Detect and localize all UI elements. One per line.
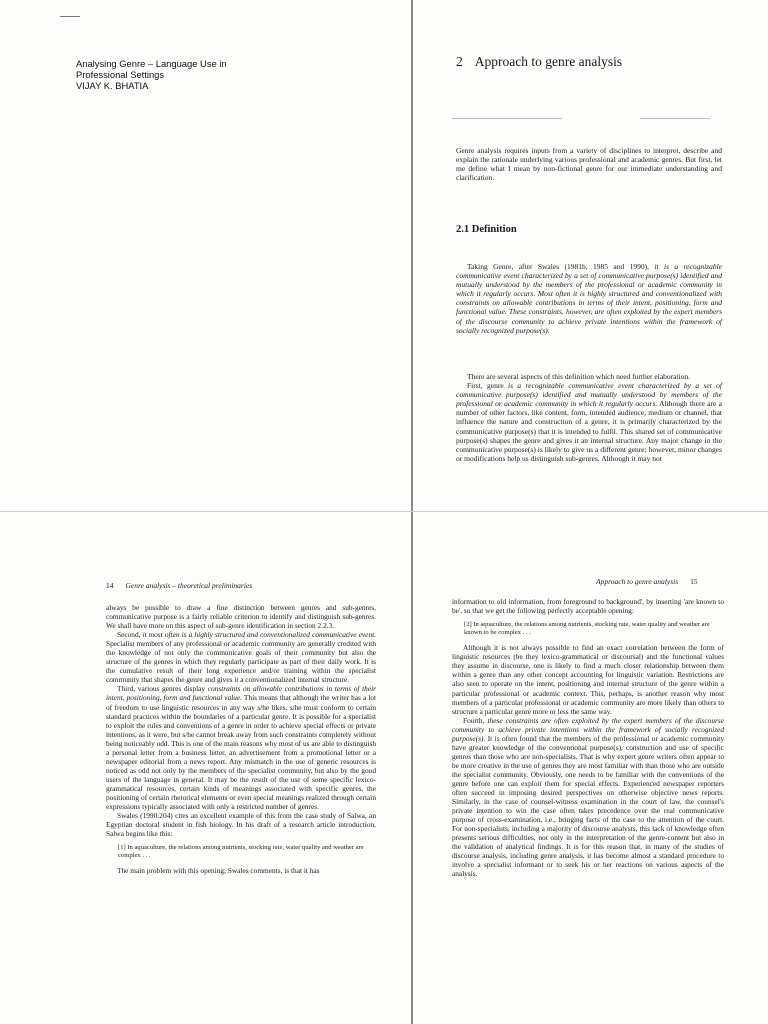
chapter-title xyxy=(456,54,622,70)
page-14-body xyxy=(106,603,376,875)
running-head-15: Approach to genre analysis xyxy=(596,577,679,586)
elaboration-rest: Although there are a number of other factors, like content, form, intended audience, medium or channel, that influence the nature and construction of a genre, it is primarily characterized by the communicative purpose(s) that it is intended to fulfil. This shared set of communicative purpose(s) shapes the genre and gives it an internal structure. Any major change in the communicative purpose(s) is likely to give us a different genre; however, minor changes or modifications help us distinguish sub-genres. Although it may not xyxy=(456,399,722,463)
running-head-left xyxy=(106,581,252,590)
definition-paragraph xyxy=(456,262,722,335)
p14-paragraph-2 xyxy=(106,630,376,684)
p14-example-quote: [1] In aquaculture, the relations among nutrients, stocking rate, water quality and weather are complex . . . xyxy=(118,844,364,860)
p15-example-quote: [2] In aquaculture, the relations among nutrients, stocking rate, water quality and weather are known to be complex . . . xyxy=(464,621,710,637)
p14-p3-italic: constraints on allowable contributions in terms of their intent, positioning, form and functional value. xyxy=(106,684,376,703)
p14-p2-rest: Specialist members of any professional or academic community are generally credited with the knowledge of not only the communicative goals of their community but also the structure of the genres in which they regularly participate as part of their daily work. It is the cumulative result of their long experience and/or training within the specialist community that shapes the genre and gives it a conventionalized internal structure. xyxy=(106,639,376,685)
p15-p3-rest: It is often found that the members of the professional or academic community have greater knowledge of the conventional purpose(s), construction and use of specific genres than those who are non-specialists. That is why expert genre writers often appear to be more creative in the use of genres they are most familiar with than those who are outside the specialist community. Obviously, one needs to be familiar with the conventions of the genre before one can exploit them for special effects. Experienced newspaper reporters often succeed in imposing desired perspectives on otherwise objective news reports. Similarly, in the case of counsel-witness examination in the court of law, the counsel's private intention to win the case often takes precedence over the real communicative purpose of cross-examination, i.e., bringing facts of the case to the attention of the court. For non-specialists, including a majority of discourse analysts, this lack of knowledge often presents serious difficulties, not only in the interpretation of the genre-content but also in the validation of analytical findings. It is for this reason that, in many of the studies of discourse analysis, including genre analysis, it has become almost a standard procedure to involve a specialist informant or to seek his or her reactions on various aspects of the analysis. xyxy=(452,733,724,879)
p14-p2-lead: Second, xyxy=(117,630,143,640)
faint-rule xyxy=(452,118,562,119)
p15-paragraph-3 xyxy=(452,716,724,879)
chapter-title-text: Approach to genre analysis xyxy=(474,54,623,69)
p15-paragraph-2: Although it is not always possible to find an exact correlation between the form of linguistic resources (be they lexico-grammatical or discoursal) and the functional values they assume in discourse, one is likely to find a much closer relationship between them within a genre than any other concept accounting for linguistic variation. Restrictions are also seen to operate on the intent, positioning and internal structure of the genre within a particular professional or academic context. This, perhaps, is another reason why most members of a particular professional or academic community are more likely than others to structure a particular genre more or less the same way. xyxy=(452,643,724,716)
elaboration-paragraph-1: There are several aspects of this definition which need further elaboration. xyxy=(467,372,691,381)
p14-p3-rest: This means that although the writer has a lot of freedom to use linguistic resources in any way s/he likes, s/he must conform to certain standard practices within the boundaries of a particular genre. It is possible for a specialist to exploit the rules and conventions of a genre in order to achieve special effects or private intentions, as it were, but s/he cannot break away from such constraints completely without being noticeably odd. This is one of the main reasons why most of us are able to distinguish a personal letter from a business letter, an advertisement from a promotional letter or a newspaper editorial from a news report. Any mismatch in the use of generic resources is noticed as odd not only by the members of the specialist community, but also by the good users of the language in general. It may be the result of the use of some specific lexico-grammatical resources, certain kinds of meanings associated with specific genres, the positioning of certain rhetorical elements or even special meanings realized through certain expressions typically associated with only a restricted number of genres. xyxy=(106,693,376,812)
running-head-right xyxy=(596,577,698,586)
intro-paragraph: Genre analysis requires inputs from a variety of disciplines to interpret, describe and explain the rationale underlying various professional and academic genres. But first, let me define what I mean by non-fictional genre for our immediate understanding and clarification. xyxy=(456,146,722,183)
definition-block xyxy=(456,262,722,335)
p15-paragraph-1: information to old information, from foreground to background', by inserting 'are known to be', so that we get the following perfectly acceptable opening: xyxy=(452,597,724,616)
page-number-14: 14 xyxy=(106,581,114,590)
book-title-line-1: Analysing Genre – Language Use in xyxy=(76,58,227,69)
definition-italic: it is a recognizable communicative event characterized by a set of communicative purpose(s) identified and mutually understood by the members of the professional or academic community in which it regularly occurs. Most often it is highly structured and conventionalized with constraints on allowable contributions in terms of their intent, positioning, form and functional value. These constraints, however, are often exploited by the expert members of the discourse community to achieve private intentions within the framework of socially recognized purpose(s). xyxy=(456,262,722,335)
book-title-line-2: Professional Settings xyxy=(76,69,165,80)
p14-paragraph-5: The main problem with this opening, Swales comments, is that it has xyxy=(117,866,320,876)
p14-paragraph-1: always be possible to draw a fine distinction between genres and sub-genres, communicative purpose is a fairly reliable criterion to identify and distinguish sub-genres. We shall have more on this aspect of sub-genre identification in section 2.2.3. xyxy=(106,603,376,631)
page-15-body xyxy=(452,597,724,879)
page-number-15: 15 xyxy=(690,577,698,586)
book-info xyxy=(76,58,227,91)
elaboration-paragraph-2 xyxy=(456,381,722,463)
elaboration-lead: First, genre xyxy=(467,381,509,391)
p14-paragraph-3 xyxy=(106,684,376,811)
chapter-intro xyxy=(456,146,722,182)
p15-p3-lead: Fourth, xyxy=(463,715,488,725)
p15-p3-italic: these constraints are often exploited by the expert members of the discourse community to achieve private intentions within the framework of socially recognized purpose(s). xyxy=(452,715,724,743)
p14-paragraph-4: Swales (1990:204) cites an excellent example of this from the case study of Salwa, an Egyptian doctoral student in fish biology. In his draft of a research article introduction, Salwa begins like this: xyxy=(106,811,376,839)
p14-p2-italic: it most often is a highly structured and conventionalized communicative event. xyxy=(142,630,376,640)
chapter-number: 2 xyxy=(456,54,463,69)
section-heading: 2.1 Definition xyxy=(456,224,517,235)
book-author: VIJAY K. BHATIA xyxy=(76,80,149,91)
running-head-14: Genre analysis – theoretical preliminaries xyxy=(125,581,253,590)
elaboration-italic: is a recognizable communicative event characterized by a set of communicative purpose(s) identified and mutually understood by members of the professional or academic community in which it regularly occurs. xyxy=(456,381,722,409)
definition-lead: Taking Genre, after Swales (1981b, 1985 and 1990), xyxy=(467,262,655,271)
elaboration-block xyxy=(456,372,722,463)
p14-p3-lead: Third, various genres display xyxy=(117,684,208,694)
faint-rule xyxy=(640,118,710,119)
